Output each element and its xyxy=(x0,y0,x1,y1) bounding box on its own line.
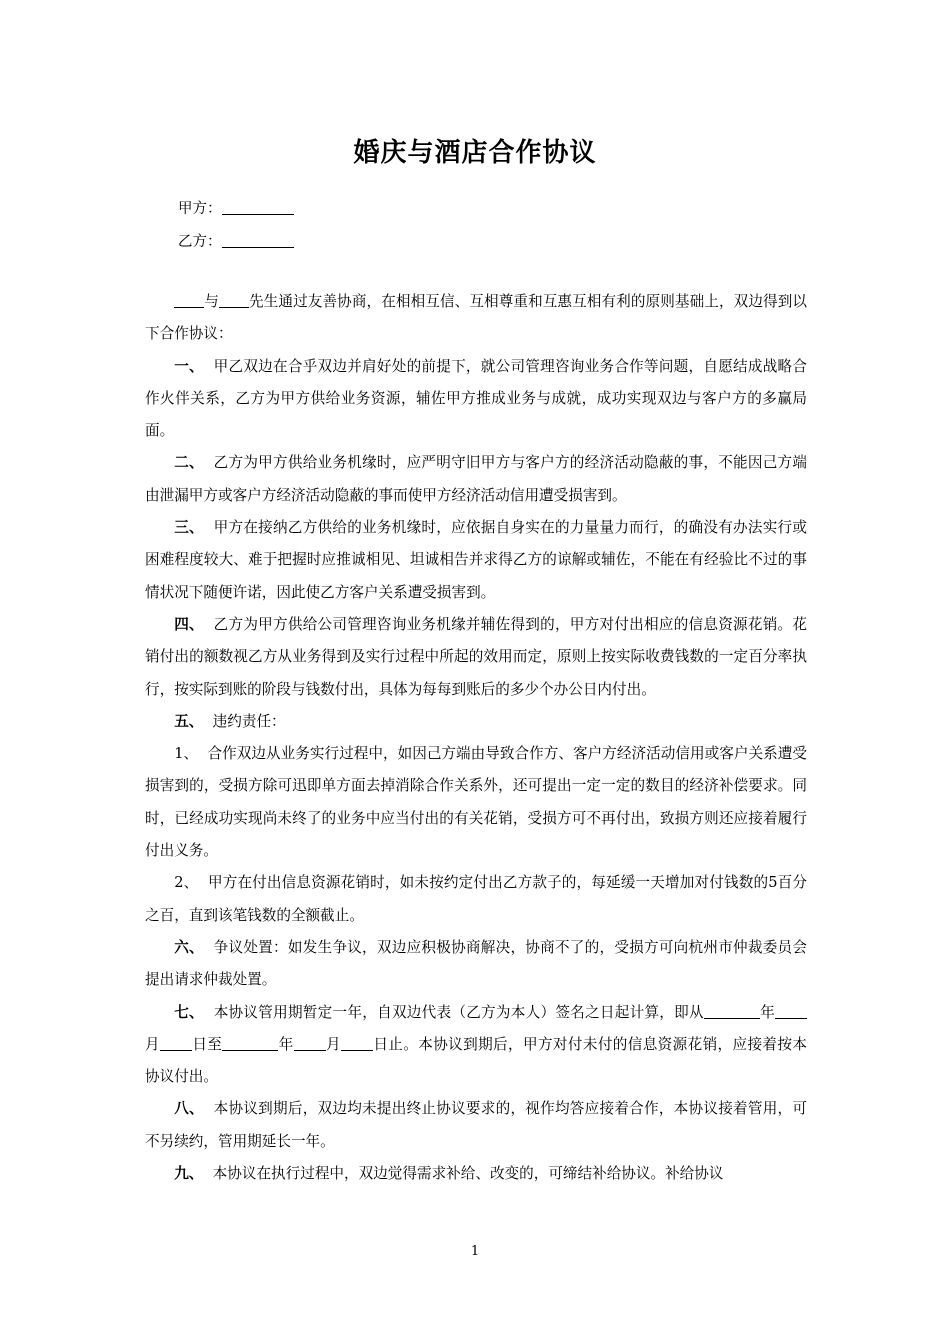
party-a-blank xyxy=(222,200,294,215)
party-b-line xyxy=(178,230,294,251)
date-blank xyxy=(294,1036,326,1051)
agreement-body xyxy=(145,286,807,1190)
party-a-line xyxy=(178,197,294,218)
party-b-blank xyxy=(222,233,294,248)
clause-6: 六、 争议处置：如发生争议，双边应积极协商解决，协商不了的，受损方可向杭州市仲裁委员会提出请求仲裁处置。 xyxy=(145,938,807,989)
page-number: 1 xyxy=(470,1244,480,1259)
date-blank xyxy=(775,1004,807,1019)
clause-9: 九、 本协议在执行过程中，双边觉得需求补给、改变的，可缔结补给协议。补给协议 xyxy=(174,1165,724,1183)
clause-7: 七、 本协议管用期暂定一年，自双边代表（乙方为本人）签名之日起计算，即从 年月 日至 年 月 日止。本协议到期后，甲方对付未付的信息资源花销，应接着按本协议付出。 xyxy=(145,1003,807,1086)
intro-paragraph: 与 先生通过友善协商，在相相互信、互相尊重和互惠互相有利的原则基础上，双边得到以下合作协议： xyxy=(145,293,807,343)
clause-3: 三、 甲方在接纳乙方供给的业务机缘时，应依据自身实在的力量量力而行，的确没有办法实行或困难程度较大、难于把握时应推诚相见、坦诚相告并求得乙方的谅解或辅佐，不能在有经验比不过的事情状况下随便许诺，因此使乙方客户关系遭受损害到。 xyxy=(145,519,807,601)
date-blank xyxy=(222,1036,278,1051)
name-blank xyxy=(219,293,249,308)
party-a-label: 甲方： xyxy=(178,201,222,217)
clause-5: 五、 违约责任： xyxy=(174,712,286,730)
date-blank xyxy=(160,1036,192,1051)
date-blank xyxy=(341,1036,373,1051)
clause-5-1: 1、 合作双边从业务实行过程中，如因己方端由导致合作方、客户方经济活动信用或客户关系遭受损害到的，受损方除可迅即单方面去掉消除合作关系外，还可提出一定一定的数目的经济补偿要求。同时，已经成功实现尚未终了的业务中应当付出的有关花销，受损方可不再付出，致损方则还应接着履行付出义务。 xyxy=(145,745,807,860)
clause-5-2: 2、 甲方在付出信息资源花销时，如未按约定付出乙方款子的，每延缓一天增加对付钱数的5百分之百，直到该笔钱数的全额截止。 xyxy=(145,874,807,924)
document-title: 婚庆与酒店合作协议 xyxy=(353,138,597,168)
clause-8: 八、 本协议到期后，双边均未提出终止协议要求的，视作均答应接着合作，本协议接着管用，可不另续约，管用期延长一年。 xyxy=(145,1100,807,1150)
date-blank xyxy=(704,1004,760,1019)
clause-4: 四、 乙方为甲方供给公司管理咨询业务机缘并辅佐得到的，甲方对付出相应的信息资源花销。花销付出的额数视乙方从业务得到及实行过程中所起的效用而定，原则上按实际收费钱数的一定百分率执行，按实际到账的阶段与钱数付出，具体为每每到账后的多少个办公日内付出。 xyxy=(145,615,807,698)
name-blank xyxy=(174,293,204,308)
clause-1: 一、 甲乙双边在合乎双边并肩好处的前提下，就公司管理咨询业务合作等问题，自愿结成战略合作火伴关系，乙方为甲方供给业务资源，辅佐甲方推成业务与成就，成功实现双边与客户方的多赢局面。 xyxy=(145,357,807,440)
party-b-label: 乙方： xyxy=(178,234,222,250)
clause-2: 二、 乙方为甲方供给业务机缘时，应严明守旧甲方与客户方的经济活动隐蔽的事，不能因己方端由泄漏甲方或客户方经济活动隐蔽的事而使甲方经济活动信用遭受损害到。 xyxy=(145,454,807,504)
